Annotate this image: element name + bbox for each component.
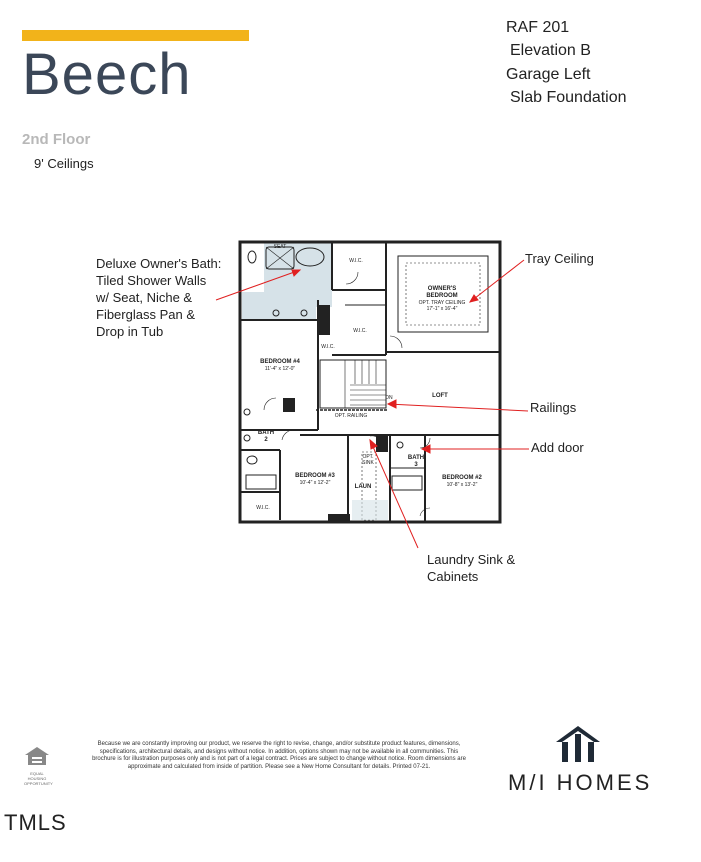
callout-tray-ceiling: Tray Ceiling [525,251,594,266]
spec-raf: RAF 201 [506,19,570,36]
spec-foundation: Slab Foundation [510,89,627,106]
owners-bedroom-label: BEDROOM [426,293,458,299]
ceiling-note: 9' Ceilings [34,156,94,171]
wic-label: W.I.C. [353,328,367,334]
spec-garage: Garage Left [506,66,591,83]
callout-line: w/ Seat, Niche & [96,290,193,305]
wic-label: W.I.C. [256,505,270,511]
bedroom3-label: BEDROOM #3 [295,473,335,479]
bath2-label: BATH [257,430,275,436]
plan-title: Beech [22,42,192,107]
opt-sink-label: SINK [362,460,374,466]
callout-line: Tiled Shower Walls [96,273,207,288]
callout-line: Cabinets [427,569,479,584]
floor-label: 2nd Floor [22,131,91,148]
owners-bedroom-dim: 17'-1" x 16'-4" [426,306,458,312]
wic-label: W.I.C. [321,344,335,350]
callout-line: Fiberglass Pan & [96,307,195,322]
arrow-tray-ceiling [470,260,524,302]
bath2-label: 2 [264,437,268,443]
opt-railing-label: OPT. RAILING [334,413,368,419]
opt-sink-label: OPT. [362,454,374,460]
wic-label: W.I.C. [349,258,363,264]
bath3-label: 3 [414,462,418,468]
bedroom4-label: BEDROOM #4 [260,359,300,365]
callout-line: Laundry Sink & [427,552,516,567]
owners-bedroom-note: OPT. TRAY CEILING [418,300,466,306]
loft-label: LOFT [432,393,448,399]
bedroom4-dim: 11'-4" x 12'-0" [264,366,296,372]
equal-housing-text: EQUAL HOUSING OPPORTUNITY [24,771,53,786]
equal-housing-logo [24,746,53,786]
bedroom2-label: BEDROOM #2 [442,475,482,481]
seat-label: SEAT [273,244,287,250]
house-icon [24,746,50,766]
callout-line: Drop in Tub [96,324,164,339]
mi-homes-logo-icon [554,724,602,764]
bedroom3-dim: 10'-4" x 12'-2" [299,480,331,486]
laundry-label: LAUN [354,484,372,490]
callout-line: Deluxe Owner's Bath: [96,256,222,271]
disclaimer: Because we are constantly improving our product, we reserve the right to revise, change, and/or substitute product features, dimensions, specifications, architectural details, and designs without notice. In addition, options shown may not be available in all communities. This brochure is for illustration purposes only and is not part of a legal contract. Prices are subject to change without notice. Room dimensions are approximate and calculated from inside of partition. Please see a New Home Consultant for details. Printed 07-21. [92,741,466,770]
mls-watermark: TMLS [4,810,67,835]
callout-add-door: Add door [531,440,584,455]
brand-name: M/I HOMES [508,770,653,795]
stairs-dn-label: DN [385,395,393,401]
bath3-label: BATH [407,455,425,461]
spec-elevation: Elevation B [510,42,591,59]
owners-bedroom-label: OWNER'S [427,286,457,292]
arrow-railings [388,404,528,411]
bedroom2-dim: 10'-8" x 13'-2" [446,482,478,488]
callout-railings: Railings [530,400,577,415]
